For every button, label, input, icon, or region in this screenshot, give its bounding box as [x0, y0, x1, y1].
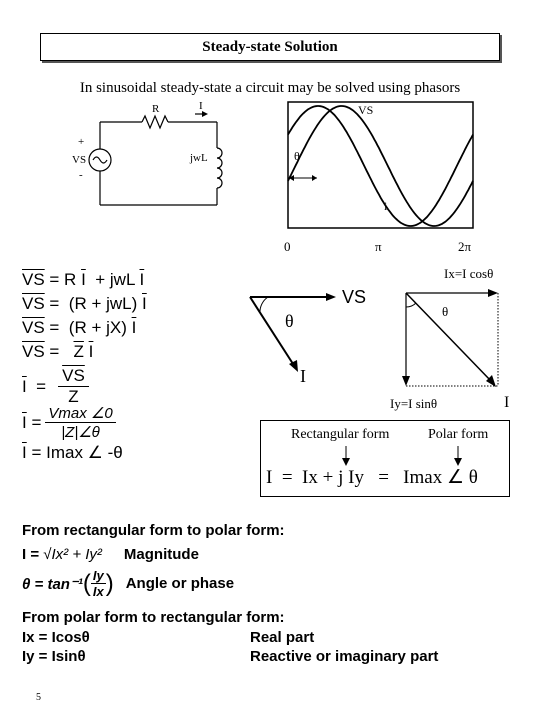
- label-plus: +: [78, 136, 85, 148]
- label-vs: VS: [72, 154, 87, 166]
- eq-7: $\overline{I} = Imax$ ∠ -θ: [22, 443, 123, 462]
- label-i: I: [199, 100, 203, 112]
- phasor-diagram-vs-i: [240, 285, 380, 385]
- eq-1: $\overline{VS} = R$ $\overline{I}$ + jwL $\overline{I}$: [22, 270, 145, 289]
- polar-form-label: Polar form: [428, 427, 489, 442]
- eq-3: $\overline{VS} = (R + jX)$ $\overline{I}$: [22, 318, 137, 337]
- page-title-box: [40, 33, 500, 61]
- polar-to-rect-heading: From polar form to rectangular form:: [22, 609, 285, 626]
- angle-row: θ = tan⁻¹ ( Iy Ix ) Angle or phase: [22, 568, 235, 599]
- vs-waveform: [288, 106, 473, 226]
- resistor-symbol: [142, 116, 168, 128]
- label-jwl: jwL: [190, 152, 208, 164]
- current-arrow: [202, 111, 208, 117]
- eq-6: $\overline{I}$ = Vmax ∠0 |Z|∠θ: [22, 404, 116, 441]
- eq-4: $\overline{VS} = \overline{Z}$ $\overline{I}$: [22, 342, 94, 361]
- label-minus: -: [79, 169, 83, 181]
- wave-label-theta: θ: [294, 149, 300, 163]
- inductor-symbol: [217, 148, 222, 188]
- i-waveform: [288, 106, 473, 226]
- wave-tick-0: 0: [284, 239, 291, 254]
- phasor2-label-theta: θ: [442, 304, 449, 319]
- forms-box: [260, 420, 510, 497]
- phasor2-label-iy: Iy=I sinθ: [390, 396, 438, 411]
- rect-to-polar-heading: From rectangular form to polar form:: [22, 522, 285, 539]
- circuit-diagram: [60, 100, 240, 210]
- rect-form-label: Rectangular form: [291, 427, 390, 442]
- phasor1-label-vs: VS: [342, 287, 367, 307]
- wave-tick-pi: π: [375, 239, 382, 254]
- form-equation: I = Ix + j Iy = Imax ∠ θ: [266, 467, 478, 488]
- magnitude-row: I = √Ix² + Iy² Magnitude: [22, 546, 199, 563]
- wave-label-i: i: [384, 199, 388, 213]
- phasor2-label-ix: Ix=I cosθ: [444, 266, 494, 281]
- eq-2: $\overline{VS} = (R + jwL)$ $\overline{I}$: [22, 294, 147, 313]
- page-title: Steady-state Solution: [202, 38, 338, 55]
- ix-equation: Ix = Icosθ: [22, 629, 90, 646]
- label-r: R: [152, 103, 160, 115]
- intro-text: In sinusoidal steady-state a circuit may be solved using phasors: [79, 80, 461, 96]
- wave-label-vs: VS: [358, 103, 374, 117]
- phasor-diagram-components: [380, 262, 540, 412]
- ix-label: Real part: [250, 629, 315, 646]
- phasor2-label-i: I: [504, 394, 510, 411]
- phasor1-label-i: I: [300, 366, 306, 385]
- waveform-plot: [270, 98, 490, 258]
- phasor1-label-theta: θ: [285, 311, 294, 331]
- iy-equation: Iy = Isinθ: [22, 648, 86, 665]
- iy-label: Reactive or imaginary part: [250, 648, 439, 665]
- eq-5: $\overline{I}$ = $\frac{\overline{VS}}{Z}$: [22, 366, 89, 407]
- wave-tick-2pi: 2π: [458, 239, 472, 254]
- page-number: 5: [36, 692, 41, 703]
